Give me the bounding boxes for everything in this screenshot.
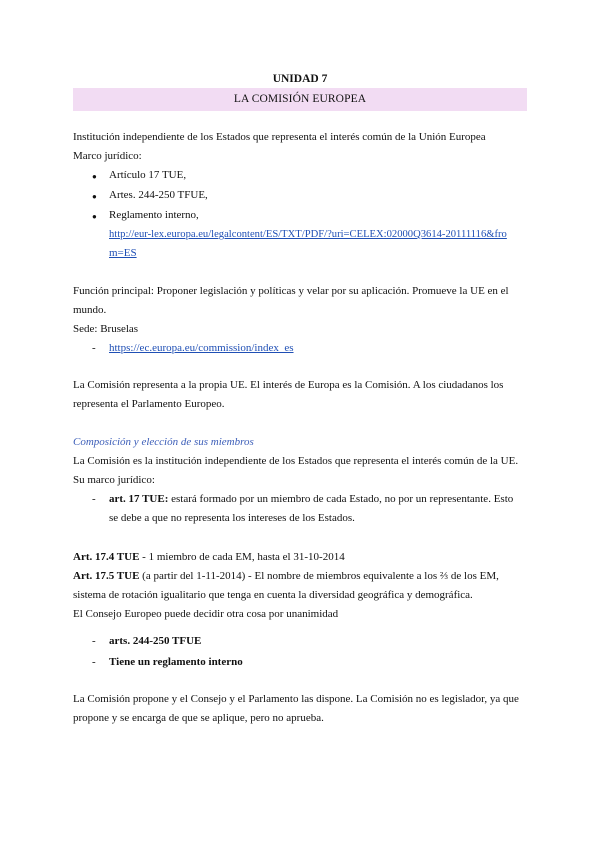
page-title: LA COMISIÓN EUROPEA: [233, 93, 367, 105]
art175-line-2: sistema de rotación igualitario que tenga en cuenta la diversidad geográfica y demográfica.: [73, 589, 473, 601]
composition-line-2: Su marco jurídico:: [73, 474, 155, 486]
art17-item-line-2: se debe a que no representa los intereses de los Estados.: [109, 512, 355, 524]
seat-text: Sede: Bruselas: [73, 323, 139, 335]
art175-text: (a partir del 1-11-2014) - El nombre de miembros equivalente a los ⅔ de los EM,: [139, 570, 499, 582]
representation-line-2: representa el Parlamento Europeo.: [73, 398, 225, 410]
council-line: El Consejo Europeo puede decidir otra cosa por unanimidad: [73, 608, 339, 620]
eur-lex-link-line-1[interactable]: http://eur-lex.europa.eu/legalcontent/ES/TXT/PDF/?uri=CELEX:02000Q3614-20111116&fro: [109, 229, 507, 240]
list-item: Reglamento interno,: [109, 209, 199, 221]
dash-icon: -: [92, 493, 96, 505]
bullet-icon: ●: [92, 192, 97, 201]
commission-link[interactable]: https://ec.europa.eu/commission/index_es: [109, 342, 294, 354]
art175-label: Art. 17.5 TUE: [73, 570, 140, 582]
art174-text: - 1 miembro de cada EM, hasta el 31-10-2014: [139, 551, 345, 563]
art174-label: Art. 17.4 TUE: [73, 551, 140, 563]
bullet-icon: ●: [92, 212, 97, 221]
art174-line: [73, 550, 345, 565]
dash-icon: -: [92, 635, 96, 647]
art17-label: art. 17 TUE:: [109, 493, 169, 505]
dash-icon: -: [92, 342, 96, 354]
eur-lex-link-line-2[interactable]: m=ES: [109, 247, 137, 259]
art17-text: estará formado por un miembro de cada Estado, no por un representante. Esto: [168, 493, 514, 505]
arts-244-250-item: arts. 244-250 TFUE: [109, 635, 202, 647]
composition-line-1: La Comisión es la institución independiente de los Estados que representa el interés común de la UE.: [73, 455, 519, 467]
unit-title: UNIDAD 7: [272, 73, 328, 85]
list-item: Artículo 17 TUE,: [109, 169, 187, 181]
internal-regulation-item: Tiene un reglamento interno: [109, 656, 243, 668]
art17-item: [109, 492, 513, 507]
intro-line-1: Institución independiente de los Estados que representa el interés común de la Unión Europea: [73, 131, 486, 143]
function-line-2: mundo.: [73, 304, 107, 316]
closing-line-1: La Comisión propone y el Consejo y el Parlamento las dispone. La Comisión no es legislador, ya que: [73, 693, 519, 705]
dash-icon: -: [92, 656, 96, 668]
bullet-icon: ●: [92, 172, 97, 181]
closing-line-2: propone y se encarga de que se aplique, pero no aprueba.: [73, 712, 324, 724]
function-line-1: Función principal: Proponer legislación y políticas y velar por su aplicación. Promueve la UE en el: [73, 285, 509, 297]
representation-line-1: La Comisión representa a la propia UE. El interés de Europa es la Comisión. A los ciudadanos los: [73, 379, 504, 391]
intro-line-2: Marco jurídico:: [73, 150, 142, 162]
list-item: Artes. 244-250 TFUE,: [109, 189, 208, 201]
composition-heading: Composición y elección de sus miembros: [73, 436, 254, 448]
art175-line: [73, 569, 499, 584]
